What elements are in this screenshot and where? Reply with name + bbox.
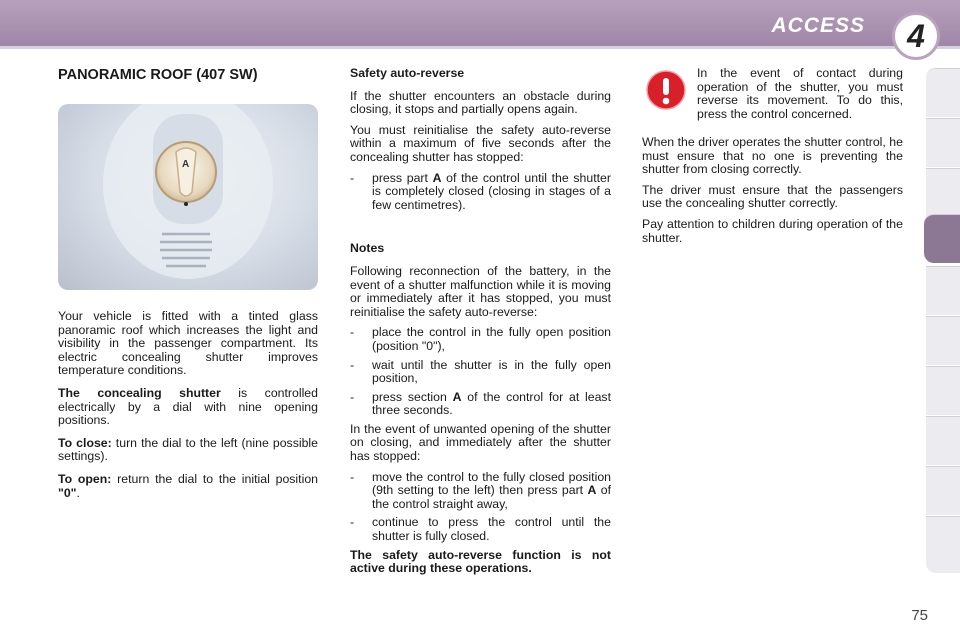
roof-control-photo — [58, 104, 318, 290]
chapter-tab[interactable] — [926, 366, 960, 415]
notes-bullet-5 — [350, 516, 611, 543]
page-number: 75 — [911, 607, 928, 624]
close-text: turn the dial to the left (nine possible settings). — [58, 435, 318, 464]
middle-column — [350, 67, 611, 583]
shutter-text: is controlled electrically by a dial with nine opening positions. — [58, 385, 318, 428]
chapter-tab[interactable] — [926, 68, 960, 117]
chapter-tab[interactable] — [926, 416, 960, 465]
shutter-term: The concealing shutter — [58, 385, 221, 400]
close-paragraph — [58, 437, 318, 464]
part-a-label: A — [182, 159, 190, 170]
bullet-text: of the control until the shutter is completely closed (closing in stages of a few centimetres). — [372, 170, 611, 212]
shutter-paragraph — [58, 387, 318, 428]
page-heading: PANORAMIC ROOF (407 SW) — [58, 67, 258, 83]
right-column — [642, 136, 903, 252]
chapter-tab[interactable] — [926, 168, 960, 217]
right-paragraph-3: The driver must ensure that the passengers use the concealing shutter correctly. — [642, 182, 903, 211]
bullet-dash: - — [350, 325, 355, 340]
open-text: return the dial to the initial position — [111, 471, 318, 486]
bullet-dash: - — [350, 389, 355, 404]
close-term: To close: — [58, 435, 112, 450]
open-paragraph — [58, 473, 318, 500]
bullet-text: press part — [372, 170, 433, 185]
warning-text — [697, 67, 903, 128]
chapter-tab[interactable] — [926, 118, 960, 167]
left-column — [58, 310, 318, 507]
chapter-tab[interactable] — [926, 466, 960, 515]
right-paragraph-2: When the driver operates the shutter control, he must ensure that no one is preventing the shutter from closing correctly. — [642, 135, 903, 177]
part-a: A — [432, 170, 442, 185]
bullet-text: of the control straight away, — [372, 483, 611, 511]
bullet-dash: - — [350, 357, 355, 372]
notes-final: The safety auto-reverse function is not active during these operations. — [350, 547, 611, 576]
part-a: A — [452, 389, 462, 404]
notes-bullet-3 — [350, 391, 611, 418]
notes-bullet-4 — [350, 471, 611, 512]
safety-bullet — [350, 172, 611, 213]
bullet-text: press section — [372, 389, 453, 404]
bullet-dash: - — [350, 515, 355, 530]
chapter-tab[interactable] — [926, 316, 960, 365]
warning-paragraph: In the event of contact during operation of the shutter, you must reverse its movement. To do this, press the control concerned. — [697, 66, 903, 121]
exclamation-warning-icon — [646, 70, 686, 110]
intro-paragraph: Your vehicle is fitted with a tinted glass panoramic roof which increases the light and visibility in the passenger compartment. Its electric concealing shutter improves temperature conditions. — [58, 309, 318, 378]
roof-control-illustration — [58, 104, 318, 290]
chapter-tab[interactable] — [926, 266, 960, 315]
section-title: ACCESS — [771, 14, 865, 37]
chapter-tabs — [926, 68, 960, 573]
notes-bullet-1 — [350, 326, 611, 353]
notes-heading: Notes — [350, 241, 385, 256]
open-term: To open: — [58, 471, 112, 486]
notes-paragraph-1: Following reconnection of the battery, in the event of a shutter malfunction while it is moving or immediately after it has stopped, you must reinitialise the safety auto-reverse: — [350, 263, 611, 319]
chapter-tab-active[interactable] — [924, 214, 960, 263]
bullet-text: of the control for at least three seconds. — [372, 389, 611, 418]
header-divider — [0, 46, 960, 49]
right-paragraph-4: Pay attention to children during operation of the shutter. — [642, 216, 903, 245]
notes-bullet-2 — [350, 359, 611, 386]
bullet-text: move the control to the fully closed position (9th setting to the left) then press part — [372, 469, 611, 498]
bullet-dash: - — [350, 469, 355, 484]
open-end: . — [76, 485, 80, 500]
part-a: A — [587, 483, 597, 498]
safety-heading: Safety auto-reverse — [350, 66, 465, 80]
bullet-text: place the control in the fully open position (position "0"), — [372, 325, 611, 353]
open-position: "0" — [58, 485, 77, 500]
bullet-text: wait until the shutter is in the fully open position, — [372, 357, 611, 386]
notes-paragraph-2: In the event of unwanted opening of the shutter on closing, and immediately after the shutter has stopped: — [350, 421, 611, 464]
safety-paragraph-1: If the shutter encounters an obstacle during closing, it stops and partially opens again. — [350, 88, 611, 117]
bullet-dash: - — [350, 170, 355, 185]
chapter-tab[interactable] — [926, 516, 960, 573]
chapter-badge: 4 — [892, 12, 940, 60]
bullet-text: continue to press the control until the shutter is fully closed. — [372, 515, 611, 544]
safety-paragraph-2: You must reinitialise the safety auto-reverse within a maximum of five seconds after the concealing shutter has stopped: — [350, 122, 611, 164]
